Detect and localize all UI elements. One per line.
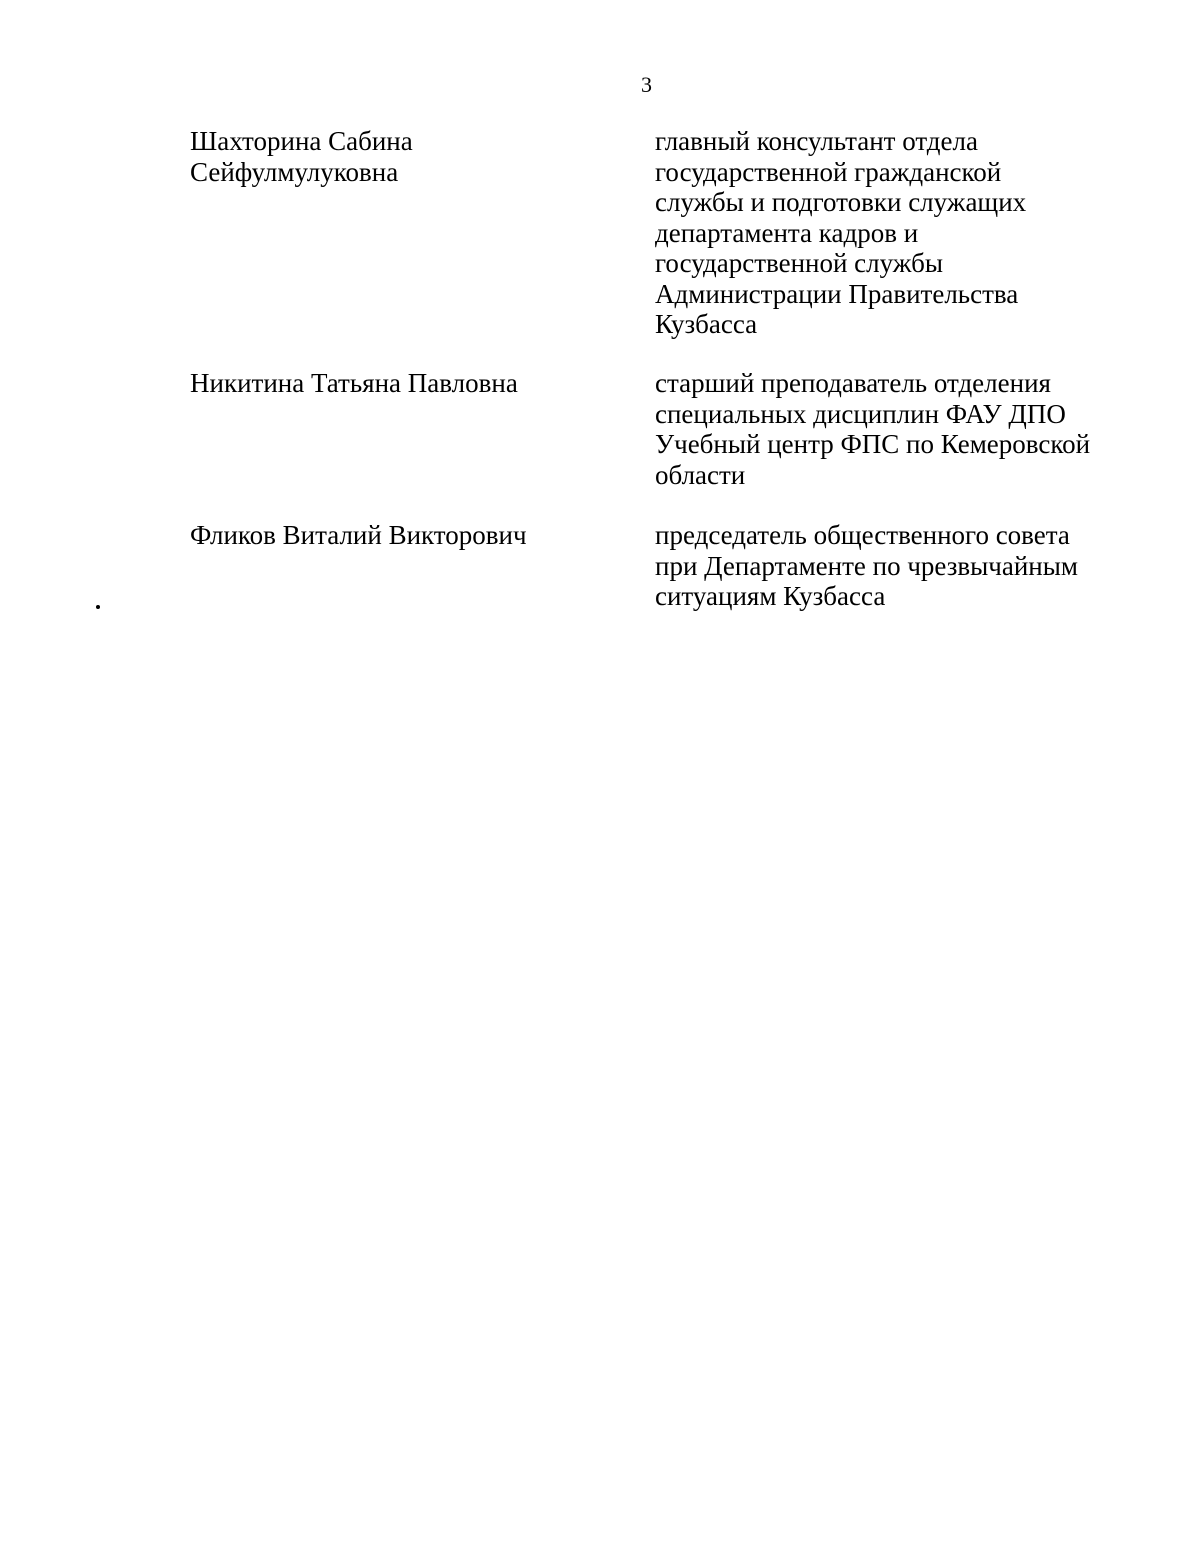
member-position-line: службы и подготовки служащих xyxy=(655,187,1027,217)
member-name xyxy=(190,520,527,551)
member-name-line: Шахторина Сабина xyxy=(190,126,413,156)
scan-speck xyxy=(96,605,100,609)
member-position-line: государственной службы xyxy=(655,248,943,278)
member-position-line: главный консультант отдела xyxy=(655,126,978,156)
member-position-line: Кузбасса xyxy=(655,309,758,339)
member-position-line: при Департаменте по чрезвычайным xyxy=(655,550,1078,581)
member-position-line: Администрации Правительства xyxy=(655,278,1019,309)
member-name-line: Сейфулмулуковна xyxy=(190,156,399,187)
member-name-line: Фликов Виталий Викторович xyxy=(190,520,527,550)
member-position-line: ситуациям Кузбасса xyxy=(655,581,886,611)
member-position-line: департамента кадров и xyxy=(655,217,919,248)
page-number: 3 xyxy=(641,72,652,97)
member-name xyxy=(190,368,518,399)
member-position xyxy=(655,126,1026,340)
member-position-line: Учебный центр ФПС по Кемеровской xyxy=(655,429,1091,459)
member-name xyxy=(190,126,413,187)
member-name-line: Никитина Татьяна Павловна xyxy=(190,368,518,398)
member-position xyxy=(655,520,1078,612)
member-position-line: специальных дисциплин ФАУ ДПО xyxy=(655,398,1066,429)
member-position-line: области xyxy=(655,459,746,490)
member-position-line: государственной гражданской xyxy=(655,156,1002,187)
member-position xyxy=(655,368,1090,490)
member-position-line: старший преподаватель отделения xyxy=(655,368,1051,398)
member-position-line: председатель общественного совета xyxy=(655,520,1070,550)
